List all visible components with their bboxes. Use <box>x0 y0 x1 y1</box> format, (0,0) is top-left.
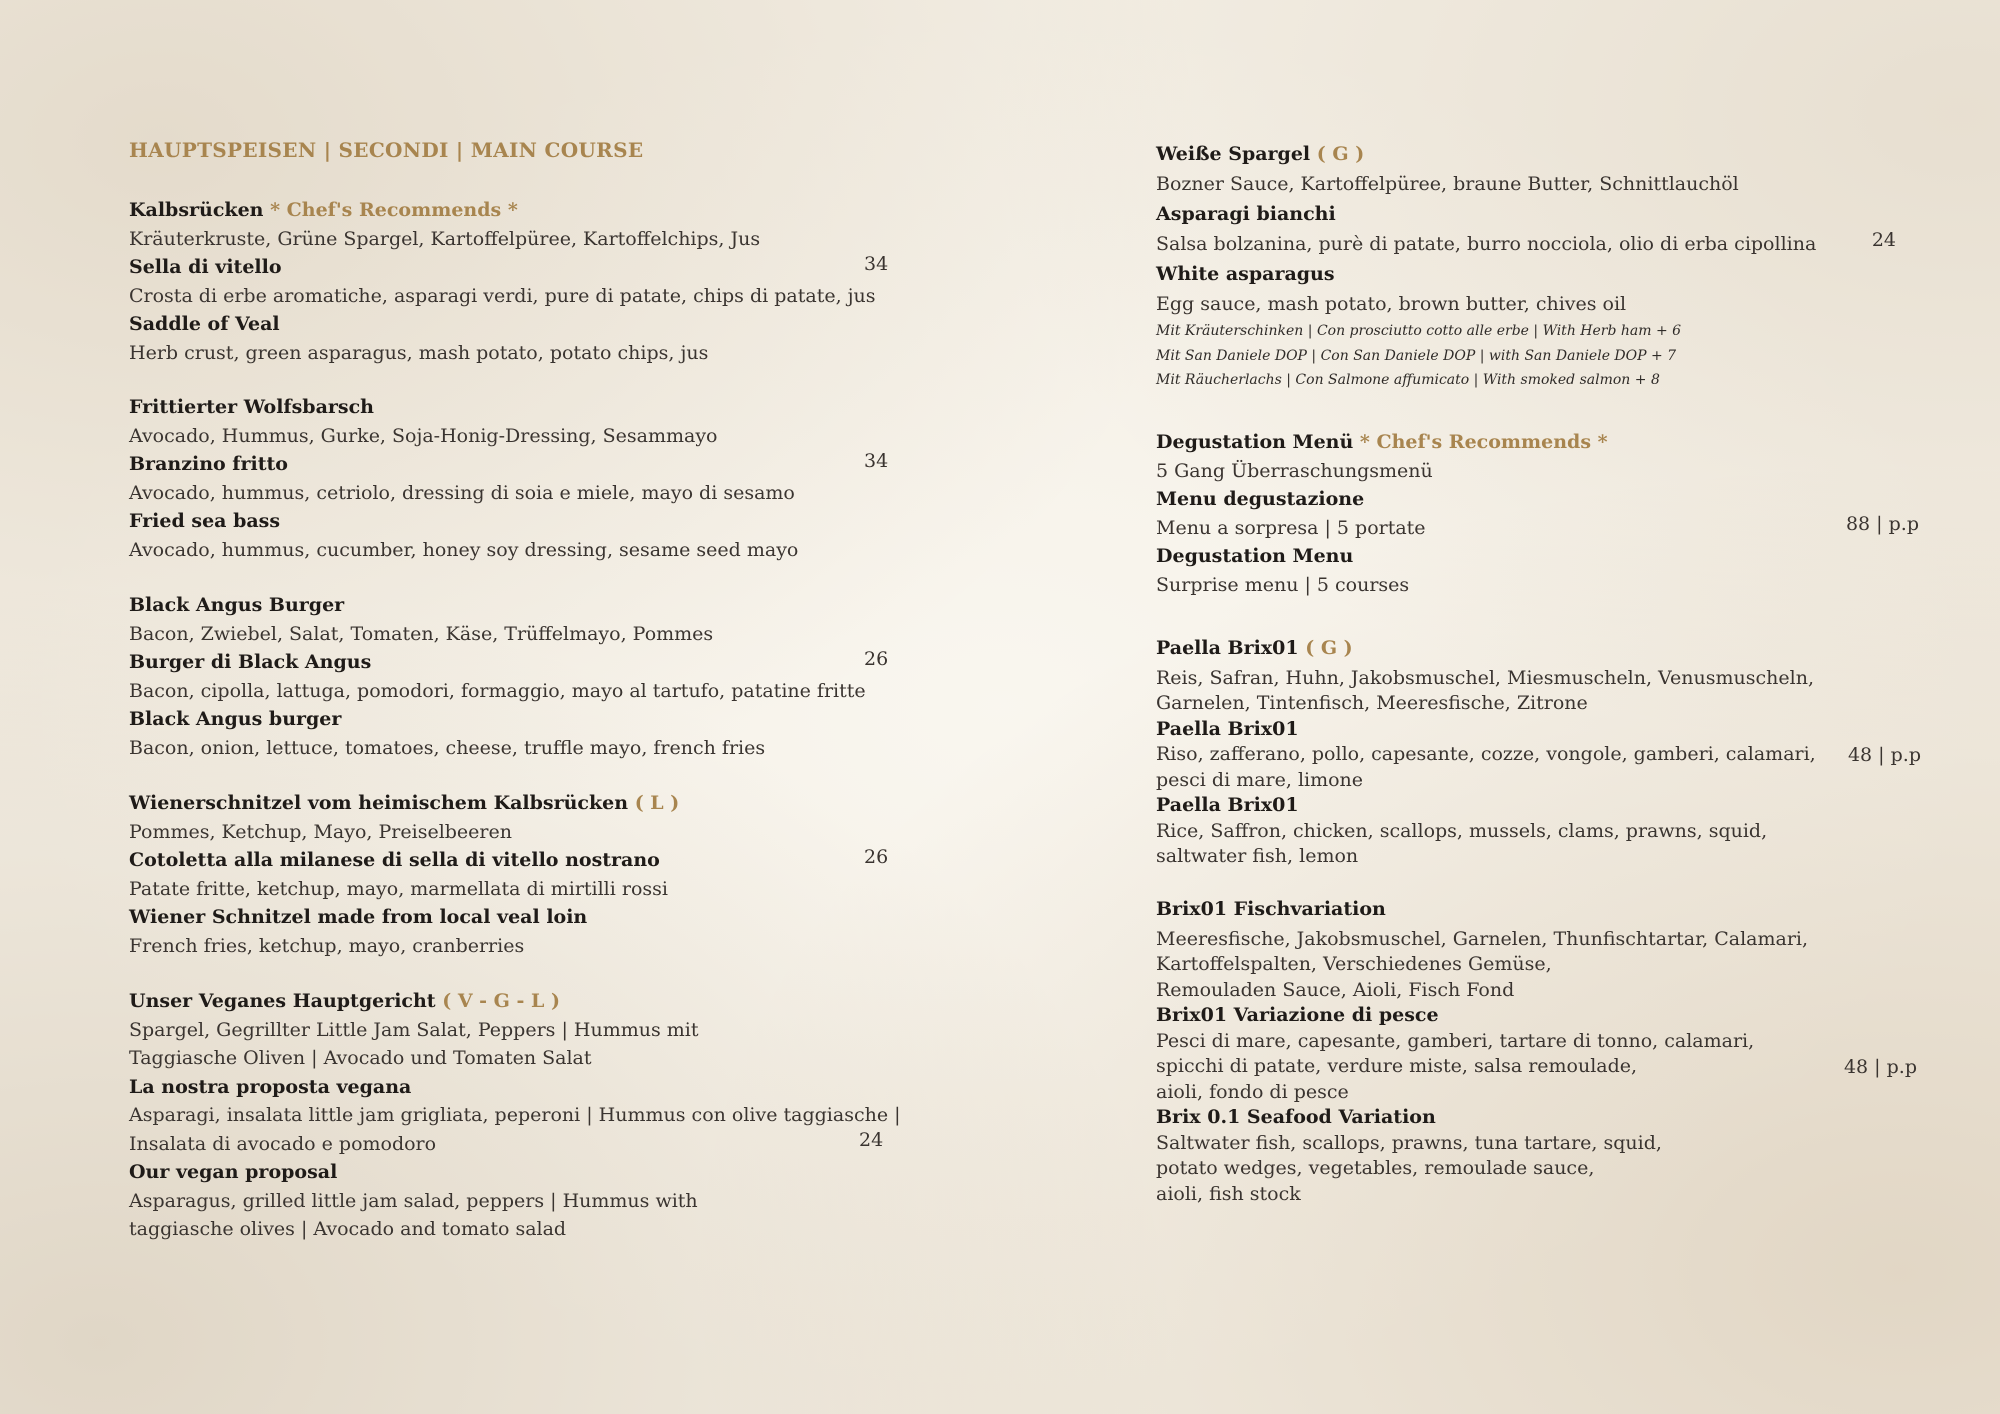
dish-title: Weiße Spargel ( G ) <box>1156 143 1365 165</box>
dish-description-en: Asparagus, grilled little jam salad, peppers | Hummus with <box>129 1189 698 1212</box>
dish-description-it: Insalata di avocado e pomodoro <box>129 1132 437 1155</box>
dish-description-de: Garnelen, Tintenfisch, Meeresfische, Zitrone <box>1156 692 1588 714</box>
dish-description-en: taggiasche olives | Avocado and tomato salad <box>129 1218 567 1240</box>
dish-title-it: Asparagi bianchi <box>1156 203 1336 225</box>
dish-weisse-spargel <box>1156 139 1916 393</box>
dish-paella <box>1156 636 1921 870</box>
dish-title-en: Saddle of Veal <box>129 313 280 335</box>
dish-degustation-menu <box>1156 428 1919 599</box>
dish-description-en: Avocado, hummus, cucumber, honey soy dressing, sesame seed mayo <box>129 538 799 561</box>
dish-description-de: Kartoffelspalten, Verschiedenes Gemüse, <box>1156 953 1552 975</box>
dish-title-en: Degustation Menu <box>1156 545 1354 567</box>
dish-fischvariation <box>1156 897 1916 1207</box>
allergen-tag: ( L ) <box>634 792 680 814</box>
dish-description-en: saltwater fish, lemon <box>1156 845 1359 867</box>
addon-option: Mit Kräuterschinken | Con prosciutto cotto alle erbe | With Herb ham + 6 <box>1156 323 1682 339</box>
dish-description-en: Bacon, onion, lettuce, tomatoes, cheese, truffle mayo, french fries <box>129 736 766 759</box>
dish-description-de: Bacon, Zwiebel, Salat, Tomaten, Käse, Trüffelmayo, Pommes <box>129 622 714 645</box>
dish-title-en: Our vegan proposal <box>129 1161 338 1183</box>
chef-recommends-tag: * Chef's Recommends * <box>1359 431 1608 453</box>
dish-price: 88 | p.p <box>1845 513 1919 535</box>
dish-description-en: aioli, fish stock <box>1156 1182 1301 1205</box>
dish-title-it: Sella di vitello <box>129 256 282 278</box>
chef-recommends-tag: * Chef's Recommends * <box>270 199 518 221</box>
dish-price: 48 | p.p <box>1847 744 1921 766</box>
dish-title-en: Paella Brix01 <box>1156 794 1299 816</box>
addon-option: Mit San Daniele DOP | Con San Daniele DOP | with San Daniele DOP + 7 <box>1156 347 1677 364</box>
dish-description-de: 5 Gang Überraschungsmenü <box>1156 459 1433 482</box>
dish-vegan-main <box>129 987 901 1244</box>
dish-description-de: Taggiasche Oliven | Avocado und Tomaten Salat <box>129 1047 592 1069</box>
dish-description-en: potato wedges, vegetables, remoulade sauce, <box>1156 1157 1595 1179</box>
dish-price: 24 <box>1871 229 1896 251</box>
dish-title: Frittierter Wolfsbarsch <box>129 396 374 418</box>
dish-description-it: pesci di mare, limone <box>1156 768 1364 791</box>
dish-price: 48 | p.p <box>1843 1056 1917 1078</box>
dish-price: 24 <box>859 1129 884 1151</box>
dish-title-it: Cotoletta alla milanese di sella di vitello nostrano <box>129 849 660 871</box>
dish-description-en: Egg sauce, mash potato, brown butter, chives oil <box>1156 293 1627 315</box>
dish-title-en: Brix 0.1 Seafood Variation <box>1156 1106 1436 1128</box>
dish-description-de: Meeresfische, Jakobsmuschel, Garnelen, Thunfischtartar, Calamari, <box>1156 927 1809 950</box>
dish-title-en: White asparagus <box>1156 263 1335 285</box>
dish-description-en: Herb crust, green asparagus, mash potato, potato chips, jus <box>129 341 709 364</box>
dish-description-it: Crosta di erbe aromatiche, asparagi verdi, pure di patate, chips di patate, jus <box>129 284 876 307</box>
allergen-tag: ( G ) <box>1305 637 1353 659</box>
dish-title: Black Angus Burger <box>129 594 345 616</box>
dish-description-de: Reis, Safran, Huhn, Jakobsmuschel, Miesmuscheln, Venusmuscheln, <box>1156 666 1814 689</box>
dish-title: Paella Brix01 ( G ) <box>1156 637 1353 659</box>
dish-title-en: Black Angus burger <box>129 708 342 730</box>
dish-description-de: Kräuterkruste, Grüne Spargel, Kartoffelpürее, Kartoffelchips, Jus <box>129 227 761 250</box>
dish-description-it: Avocado, hummus, cetriolo, dressing di soia e miele, mayo di sesamo <box>129 481 795 504</box>
dish-price: 34 <box>864 450 889 472</box>
section-header: HAUPTSPEISEN | SECONDI | MAIN COURSE <box>129 138 644 162</box>
dish-description-de: Remouladen Sauce, Aioli, Fisch Fond <box>1156 978 1515 1001</box>
dish-price: 34 <box>864 253 889 275</box>
dish-description-it: Riso, zafferano, pollo, capesante, cozze, vongole, gamberi, calamari, <box>1156 743 1816 765</box>
dish-description-de: Spargel, Gegrillter Little Jam Salat, Peppers | Hummus mit <box>129 1018 699 1041</box>
allergen-tag: ( V - G - L ) <box>442 990 560 1012</box>
dish-description-de: Bozner Sauce, Kartoffelpüree, braune Butter, Schnittlauchöl <box>1156 173 1739 195</box>
dish-title: Degustation Menü * Chef's Recommends * <box>1156 431 1608 453</box>
dish-description-it: Patate fritte, ketchup, mayo, marmellata di mirtilli rossi <box>129 877 668 900</box>
dish-description-it: Menu a sorpresa | 5 portate <box>1156 516 1426 539</box>
dish-title: Unser Veganes Hauptgericht ( V - G - L ) <box>129 990 560 1012</box>
dish-description-de: Pommes, Ketchup, Mayo, Preiselbeeren <box>129 820 512 843</box>
dish-title: Brix01 Fischvariation <box>1156 898 1386 920</box>
dish-kalbsruecken <box>129 196 889 367</box>
allergen-tag: ( G ) <box>1316 143 1365 165</box>
dish-description-it: Asparagi, insalata little jam grigliata, peperoni | Hummus con olive taggiasche | <box>129 1104 901 1126</box>
dish-title: Kalbsrücken * Chef's Recommends * <box>129 199 518 221</box>
dish-price: 26 <box>864 846 889 868</box>
dish-description-it: Bacon, cipolla, lattuga, pomodori, formaggio, mayo al tartufo, patatine fritte <box>129 679 866 702</box>
dish-description-it: Pesci di mare, capesante, gamberi, tartare di tonno, calamari, <box>1156 1029 1755 1052</box>
dish-wolfsbarsch <box>129 393 889 564</box>
dish-black-angus-burger <box>129 591 889 762</box>
dish-title-it: Burger di Black Angus <box>129 651 372 673</box>
dish-description-en: Surprise menu | 5 courses <box>1156 573 1410 596</box>
dish-price: 26 <box>864 648 889 670</box>
dish-title-en: Wiener Schnitzel made from local veal loin <box>129 906 588 928</box>
dish-title-it: Branzino fritto <box>129 453 288 475</box>
dish-description-de: Avocado, Hummus, Gurke, Soja-Honig-Dressing, Sesammayo <box>129 424 718 447</box>
dish-description-it: aioli, fondo di pesce <box>1156 1080 1349 1103</box>
dish-title-it: Paella Brix01 <box>1156 717 1299 740</box>
dish-title-en: Fried sea bass <box>129 510 281 532</box>
dish-title-it: Brix01 Variazione di pesce <box>1156 1004 1439 1026</box>
dish-description-it: Salsa bolzanina, purè di patate, burro nocciola, olio di erba cipollina <box>1156 233 1817 255</box>
dish-title-it: Menu degustazione <box>1156 488 1365 510</box>
dish-title-it: La nostra proposta vegana <box>129 1075 412 1098</box>
addon-option: Mit Räucherlachs | Con Salmone affumicato | With smoked salmon + 8 <box>1156 372 1660 388</box>
dish-title: Wienerschnitzel vom heimischem Kalbsrücken ( L ) <box>129 792 680 814</box>
dish-wienerschnitzel <box>129 789 889 960</box>
dish-description-en: French fries, ketchup, mayo, cranberries <box>129 934 525 957</box>
dish-description-en: Saltwater fish, scallops, prawns, tuna tartare, squid, <box>1156 1131 1662 1154</box>
dish-description-en: Rice, Saffron, chicken, scallops, mussels, clams, prawns, squid, <box>1156 819 1768 842</box>
dish-description-it: spicchi di patate, verdure miste, salsa remoulade, <box>1156 1055 1638 1077</box>
